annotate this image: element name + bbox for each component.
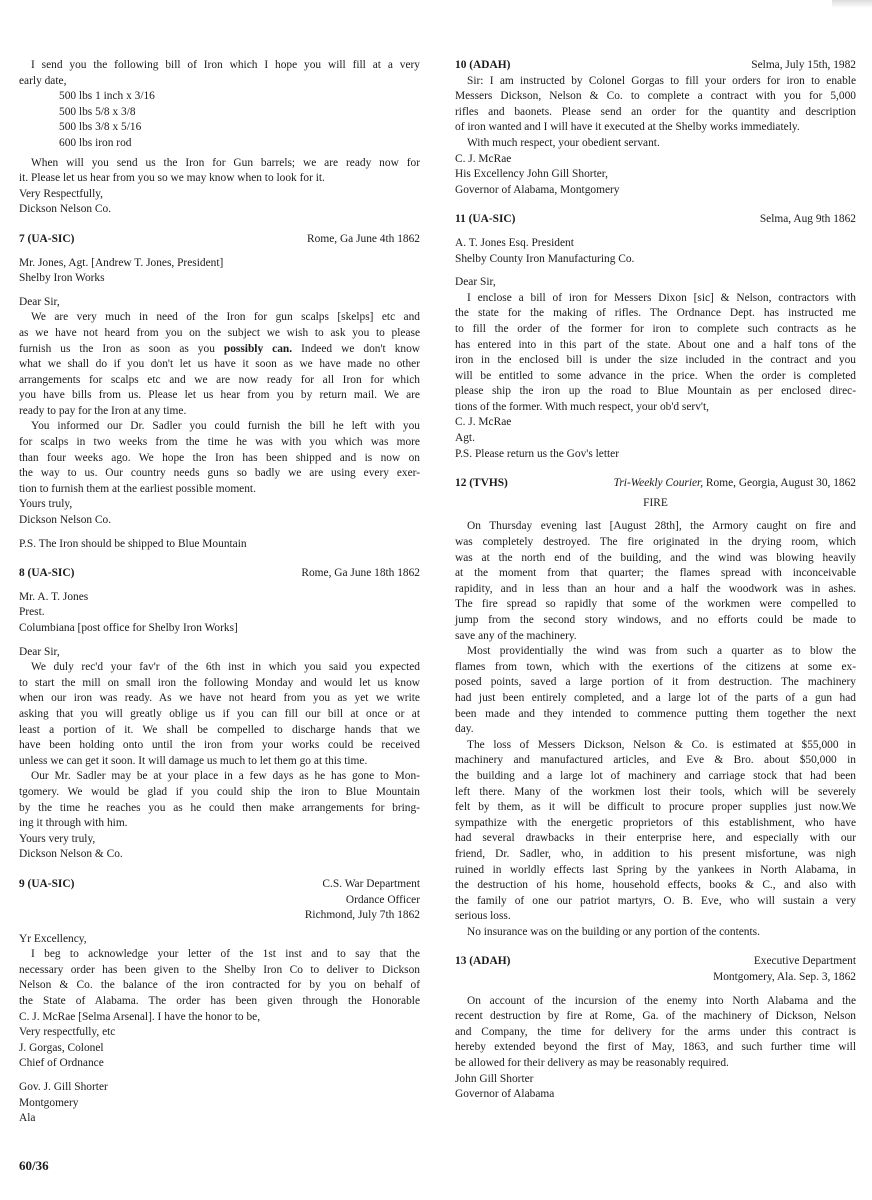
text-line: and Company, the time for delivery for the arms under this contract is: [455, 1025, 856, 1038]
text-line: rapidity, and in less than an hour and a half the woodwork was in ashes.: [455, 582, 856, 595]
text-line: ing it through with him.: [19, 817, 128, 830]
text-line: the family of one our patriot martyrs, O. B. Eve, who will sustain a very: [455, 894, 856, 907]
text-line: what we shall do if you don't let us have it soon as we have made no other: [19, 358, 420, 371]
text-line: unless we can get it soon. It will damage us much to let them go at this time.: [19, 754, 368, 767]
article-title: FIRE: [643, 496, 668, 509]
text-line: Very Respectfully,: [19, 187, 104, 200]
text-line: been made and they intended to commence putting them together the next: [455, 707, 856, 720]
letter-12: [455, 476, 856, 940]
text-line: asking that you will greatly oblige us if you can fill our bill at once or at: [19, 707, 420, 720]
text-line: the state for the making of rifles. The Ordnance Dept. has instructed me: [455, 307, 856, 320]
text-line: We duly rec'd your fav'r of the 6th inst in which you said you expected: [31, 661, 420, 674]
salutation: Dear Sir,: [19, 645, 60, 658]
place-line: Montgomery, Ala. Sep. 3, 1862: [713, 971, 856, 984]
list-item: 500 lbs 3/8 x 5/16: [59, 121, 142, 134]
text-line: I enclose a bill of iron for Messers Dixon [sic] & Nelson, contractors with: [467, 291, 856, 304]
text-line: had just been entirely completed, and a large lot of the parts of a gun had: [455, 691, 856, 704]
letter-header: [19, 566, 420, 582]
text-line: left there. Many of the workmen lost their tools, which will be severely: [455, 785, 856, 798]
text-line: posed points, saved a large portion of it from destruction. The machinery: [455, 676, 856, 689]
closing: Very respectfully, etc: [19, 1026, 116, 1039]
list-item: 500 lbs 5/8 x 3/8: [59, 105, 136, 118]
source-detail: Rome, Georgia, August 30, 1862: [703, 477, 856, 490]
text-line: iron in the enclosed bill is under the size included in the contract and you: [455, 354, 856, 367]
left-column: [19, 58, 420, 1127]
text-line: Dickson Nelson Co.: [19, 203, 112, 216]
signature: J. Gorgas, Colonel: [19, 1041, 104, 1054]
signature-title: Chief of Ordnance: [19, 1057, 104, 1070]
text-line: you have bills from us. Please let us hear from you by return mail. We are: [19, 389, 420, 402]
letter-intro: [19, 58, 420, 218]
letter-source: [614, 476, 856, 492]
signature: C. J. McRae: [455, 152, 512, 165]
signature: Dickson Nelson & Co.: [19, 848, 123, 861]
letter-id: 11 (UA-SIC): [455, 213, 516, 226]
text-line: has entered into in this part of the state. About one and a half tons of the: [455, 338, 856, 351]
address-line: Ala: [19, 1112, 36, 1125]
text-line: On account of the incursion of the enemy into North Alabama and the: [467, 994, 856, 1007]
place-line: C.S. War Department: [322, 877, 420, 890]
text-line: it. Please let us hear from you so we may know when to look for it.: [19, 172, 325, 185]
signature: John Gill Shorter: [455, 1072, 534, 1085]
letter-place-date: Selma, Aug 9th 1862: [759, 213, 856, 226]
letter-header: [455, 954, 856, 985]
text-line: Most providentially the wind was from such a quarter as to blow the: [467, 645, 856, 658]
signature: Dickson Nelson Co.: [19, 514, 112, 527]
text-line: early date,: [19, 74, 67, 87]
page-corner-shadow: [832, 0, 872, 8]
text-line: as we have not heard from you on the subject we wish to ask you to please: [19, 326, 420, 339]
text-line: friend, Dr. Sadler, who, in addition to his present misfortune, was nigh: [455, 847, 856, 860]
place-line: Executive Department: [753, 955, 856, 968]
letter-9: [19, 877, 420, 1127]
text-line: tion to furnish them at the earliest possible moment.: [19, 482, 256, 495]
page-number: 60/36: [19, 1158, 49, 1173]
list-item: 600 lbs iron rod: [59, 136, 132, 149]
text-line: ruined in worldly effects last Spring by the yankees in North Alabama, in: [455, 863, 856, 876]
newspaper-title: Tri-Weekly Courier,: [613, 477, 704, 490]
text-line: Nelson & Co. the balance of the iron contracted for by you on behalf of: [19, 979, 420, 992]
text-line: arrangements for scalps etc and we are now ready for all Iron for which: [19, 373, 420, 386]
closing: Yours truly,: [19, 498, 73, 511]
letter-id: 10 (ADAH): [455, 59, 511, 71]
letter-place-date: [305, 877, 420, 924]
text-line: You informed our Dr. Sadler you could furnish the bill he left with you: [31, 420, 420, 433]
signature-title: Governor of Alabama: [455, 1088, 555, 1101]
text-line: On Thursday evening last [August 28th], the Armory caught on fire and: [467, 520, 856, 533]
text-line: necessary order has been given to the Shelby Iron Co to deliver to Dickson: [19, 963, 420, 976]
text-line: for scalps in two weeks from the time he was with you which was more: [19, 436, 420, 449]
letter-id: 7 (UA-SIC): [19, 232, 75, 245]
text-line: be allowed for their delivery as may be reasonably required.: [455, 1057, 729, 1070]
text-line: tions of the former. With much respect, your ob'd serv't,: [455, 400, 709, 413]
text-line: Messers Dickson, Nelson & Co. to complete a contract with you for 5,000: [455, 90, 856, 103]
text-line: the way to us. Our country needs guns so badly we are using every exer-: [19, 467, 420, 480]
letter-11: [455, 212, 856, 462]
letter-place-date: Rome, Ga June 4th 1862: [307, 232, 420, 245]
text-line: The fire spread so rapidly that some of the workmen were compelled to: [455, 598, 856, 611]
text-line: Our Mr. Sadler may be at your place in a few days as he has gone to Mon-: [31, 770, 420, 783]
text-line: when our iron was ready. As we have not heard from you as yet we write: [19, 692, 420, 705]
address-line: Columbiana [post office for Shelby Iron Works]: [19, 622, 238, 634]
text-line: by the time he reaches you as he could then make arrangements for bring-: [19, 801, 420, 814]
letter-13: [455, 954, 856, 1102]
text-line: When will you send us the Iron for Gun barrels; we are ready now for: [31, 156, 420, 169]
letter-id: 8 (UA-SIC): [19, 567, 75, 580]
place-line: Ordance Officer: [345, 893, 420, 906]
letter-id: 9 (UA-SIC): [19, 877, 75, 890]
text-line: I send you the following bill of Iron which I hope you will fill at a very: [31, 59, 420, 71]
text-line: to start the mill on small iron the following Monday and would let us know: [19, 676, 420, 689]
letter-place-date: Selma, July 15th, 1982: [751, 59, 856, 71]
letter-header: [455, 58, 856, 74]
right-column: [455, 58, 856, 1103]
address-line: Montgomery: [19, 1096, 79, 1109]
salutation: Dear Sir,: [455, 276, 496, 289]
place-line: Richmond, July 7th 1862: [304, 909, 420, 922]
address-line: Mr. A. T. Jones: [19, 590, 89, 603]
address-line: His Excellency John Gill Shorter,: [455, 168, 608, 181]
text-line: rifles and baonets. Please send an order for the quantity and description: [455, 105, 856, 118]
postscript: P.S. Please return us the Gov's letter: [455, 447, 620, 460]
text-line: the building and a large lot of machinery and carriage stock that had been: [455, 769, 856, 782]
text-line: felt by them, as it will be difficult to procure proper supplies just now.We: [455, 801, 856, 814]
text-line: was at the north end of the building, and the wind was blowing heavily: [455, 551, 856, 564]
text-line: than four weeks ago. We hope the Iron has been shipped and is now on: [19, 451, 420, 464]
text-line: to fill the order of the former for iron to complete such contracts as he: [455, 322, 856, 335]
letter-place-date: [713, 954, 856, 985]
list-item: 500 lbs 1 inch x 3/16: [59, 90, 155, 103]
text-line: the destruction of his home, household effects, books & C., and also with: [455, 879, 856, 892]
text-line: machinery and manufactured articles, and Eve & Bro. about $50,000 in: [455, 754, 856, 767]
text-line: day.: [455, 723, 474, 736]
text-line: ready to pay for the Iron at any time.: [19, 404, 187, 417]
address-line: Gov. J. Gill Shorter: [19, 1081, 108, 1094]
text-line: [19, 342, 420, 358]
text-line: at the moment from that quarter; the flames spread with inconceivable: [455, 567, 856, 580]
address-line: Mr. Jones, Agt. [Andrew T. Jones, President]: [19, 256, 224, 269]
letter-8: [19, 566, 420, 863]
emphasis-text: possibly can.: [223, 342, 293, 355]
text-line: will be entitled to some advance in the price. When the order is completed: [455, 369, 856, 382]
text-line: The loss of Messers Dickson, Nelson & Co. is estimated at $55,000 in: [467, 738, 856, 751]
text-line: least a portion of it. We shall be compelled to discharge hands that we: [19, 723, 420, 736]
postscript: P.S. The Iron should be shipped to Blue Mountain: [19, 537, 247, 550]
letter-header: [455, 476, 856, 492]
text-line: tgomery. We would be glad if you could ship the iron to Blue Mountain: [19, 785, 420, 798]
text-line: hereby extended beyond the first of May, 1863, and such further time will: [455, 1041, 856, 1054]
address-line: A. T. Jones Esq. President: [455, 236, 574, 249]
text-line: please ship the iron up the road to Blue Mountain as per enclosed direc-: [455, 385, 856, 398]
text-line: the State of Alabama. The order has been given through the Honorable: [19, 995, 420, 1008]
letter-header: [19, 232, 420, 248]
letter-7: [19, 232, 420, 552]
text-run: furnish us the Iron as soon as you: [19, 342, 224, 355]
letter-id: 12 (TVHS): [455, 477, 508, 490]
text-line: recent destruction by fire at Rome, Ga. of the machinery of Dickson, Nelson: [455, 1010, 856, 1023]
text-line: jump from the second story windows, and no efforts could be made to: [455, 614, 856, 626]
text-line: have been holding onto until the iron from your works could be received: [19, 739, 420, 752]
text-run: Indeed we don't know: [292, 342, 421, 355]
address-line: Governor of Alabama, Montgomery: [455, 183, 620, 196]
signature-title: Agt.: [455, 432, 475, 445]
signature: C. J. McRae: [455, 416, 512, 429]
text-line: sympathize with the energetic proprietors of this establishment, who have: [455, 816, 856, 829]
letter-header: [19, 877, 420, 924]
address-line: Shelby County Iron Manufacturing Co.: [455, 252, 635, 265]
text-line: flames from town, which with the exertions of the citizens at some ex-: [455, 660, 856, 673]
address-line: Shelby Iron Works: [19, 272, 105, 285]
letter-10: [455, 58, 856, 198]
closing: Yours very truly,: [19, 832, 96, 845]
text-line: was completely destroyed. The fire originated in the drying room, which: [455, 536, 856, 549]
text-line: I beg to acknowledge your letter of the 1st inst and to say that the: [31, 948, 420, 961]
text-line: save any of the machinery.: [455, 629, 577, 642]
text-line: Sir: I am instructed by Colonel Gorgas to fill your orders for iron to enable: [467, 74, 856, 87]
address-line: Prest.: [19, 606, 45, 619]
text-line: C. J. McRae [Selma Arsenal]. I have the honor to be,: [19, 1010, 261, 1023]
closing: With much respect, your obedient servant.: [467, 136, 660, 149]
text-line: We are very much in need of the Iron for gun scalps [skelps] etc and: [31, 311, 420, 324]
letter-place-date: Rome, Ga June 18th 1862: [301, 567, 420, 580]
text-line: of iron wanted and I will have it executed at the Shelby works immediately.: [455, 121, 800, 134]
text-line: had several drawbacks in their enterprise here, and especially with our: [455, 832, 856, 845]
letter-id: 13 (ADAH): [455, 955, 511, 968]
text-line: serious loss.: [455, 910, 511, 923]
salutation: Yr Excellency,: [19, 932, 87, 945]
letter-header: [455, 212, 856, 228]
text-line: No insurance was on the building or any portion of the contents.: [467, 925, 760, 938]
salutation: Dear Sir,: [19, 295, 60, 308]
